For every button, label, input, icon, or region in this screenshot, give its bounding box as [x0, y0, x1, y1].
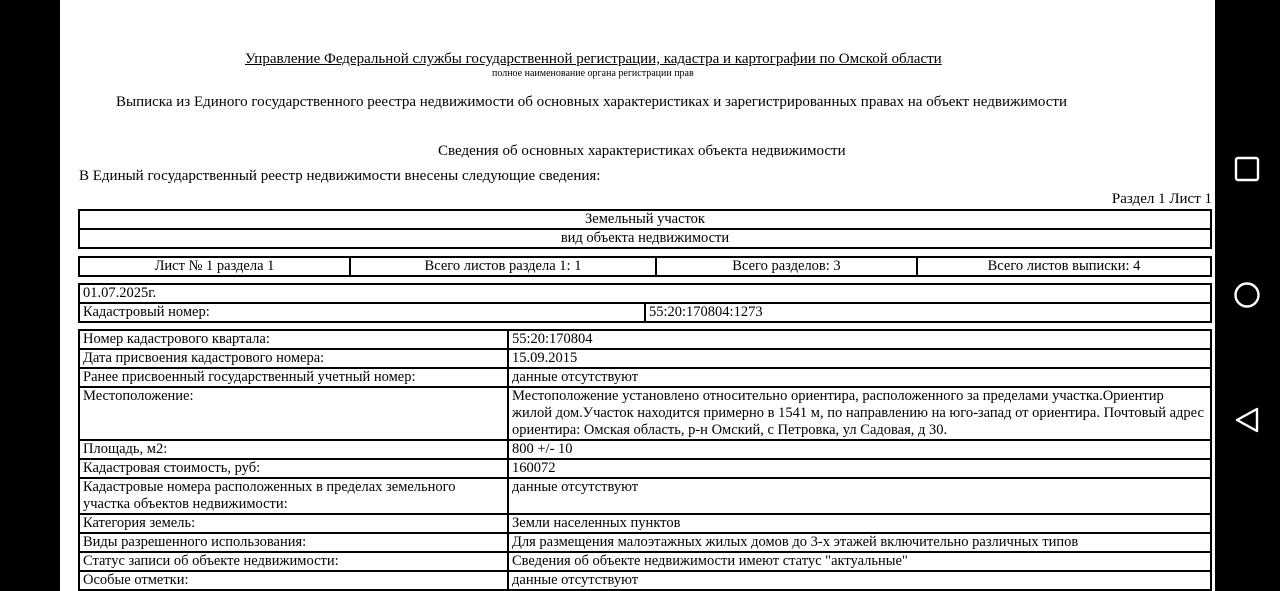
document-page — [60, 0, 1215, 591]
row-value: 800 +/- 10 — [508, 440, 1211, 459]
object-type: Земельный участок — [79, 210, 1211, 229]
extract-title: Выписка из Единого государственного реестра недвижимости об основных характеристиках и зарегистрированных правах на объект недвижимости — [116, 94, 1068, 110]
row-value: Местоположение установлено относительно ориентира, расположенного за пределами участка.Ориентир жилой дом.Участок находится примерно в 1541 м, по направлению на юго-запад от ориентира. Почтовый адрес ориентира: Омская область, р-н Омский, с Петровка, ул Садовая, д 30. — [508, 387, 1211, 440]
authority-caption: полное наименование органа регистрации прав — [492, 68, 694, 79]
cadastral-number-value: 55:20:170804:1273 — [645, 303, 1211, 322]
table-row — [79, 552, 1211, 571]
row-value: данные отсутствуют — [508, 571, 1211, 590]
row-value: Сведения об объекте недвижимости имеют статус "актуальные" — [508, 552, 1211, 571]
table-row — [79, 571, 1211, 590]
table-row — [79, 514, 1211, 533]
table-row — [79, 387, 1211, 440]
row-label: Статус записи об объекте недвижимости: — [79, 552, 508, 571]
cadastral-header-table — [78, 283, 1212, 323]
object-type-table — [78, 209, 1212, 249]
intro-text: В Единый государственный реестр недвижимости внесены следующие сведения: — [79, 168, 601, 184]
table-row — [79, 440, 1211, 459]
total-sheets: Всего листов выписки: 4 — [917, 257, 1211, 276]
table-row — [79, 349, 1211, 368]
back-button[interactable] — [1231, 404, 1263, 436]
table-row — [79, 330, 1211, 349]
object-type-caption: вид объекта недвижимости — [79, 229, 1211, 248]
row-label: Виды разрешенного использования: — [79, 533, 508, 552]
section-sheet-label: Раздел 1 Лист 1 — [1111, 191, 1212, 207]
row-value: 15.09.2015 — [508, 349, 1211, 368]
table-row — [79, 478, 1211, 514]
row-value: данные отсутствуют — [508, 368, 1211, 387]
recents-button[interactable] — [1231, 153, 1263, 185]
extract-date: 01.07.2025г. — [79, 284, 1211, 303]
back-triangle-icon — [1231, 404, 1263, 436]
row-value: Земли населенных пунктов — [508, 514, 1211, 533]
table-row — [79, 459, 1211, 478]
row-value: 160072 — [508, 459, 1211, 478]
row-label: Особые отметки: — [79, 571, 508, 590]
home-circle-icon — [1231, 279, 1263, 311]
row-label: Ранее присвоенный государственный учетный номер: — [79, 368, 508, 387]
row-label: Номер кадастрового квартала: — [79, 330, 508, 349]
section-heading: Сведения об основных характеристиках объекта недвижимости — [438, 143, 846, 159]
table-row — [79, 368, 1211, 387]
row-label: Площадь, м2: — [79, 440, 508, 459]
total-sections: Всего разделов: 3 — [656, 257, 917, 276]
system-navigation-bar — [1215, 0, 1280, 591]
home-button[interactable] — [1231, 279, 1263, 311]
characteristics-table — [78, 329, 1212, 591]
row-label: Кадастровая стоимость, руб: — [79, 459, 508, 478]
cadastral-number-label: Кадастровый номер: — [79, 303, 645, 322]
row-value: Для размещения малоэтажных жилых домов до 3-х этажей включительно различных типов — [508, 533, 1211, 552]
registration-authority-name: Управление Федеральной службы государственной регистрации, кадастра и картографии по Омской области — [245, 51, 942, 67]
sheet-number: Лист № 1 раздела 1 — [79, 257, 350, 276]
table-row — [79, 533, 1211, 552]
sheets-in-section: Всего листов раздела 1: 1 — [350, 257, 656, 276]
row-value: 55:20:170804 — [508, 330, 1211, 349]
row-label: Местоположение: — [79, 387, 508, 440]
recents-square-icon — [1231, 153, 1263, 185]
row-value: данные отсутствуют — [508, 478, 1211, 514]
row-label: Дата присвоения кадастрового номера: — [79, 349, 508, 368]
sheets-info-table — [78, 256, 1212, 277]
row-label: Категория земель: — [79, 514, 508, 533]
row-label: Кадастровые номера расположенных в пределах земельного участка объектов недвижимости: — [79, 478, 508, 514]
